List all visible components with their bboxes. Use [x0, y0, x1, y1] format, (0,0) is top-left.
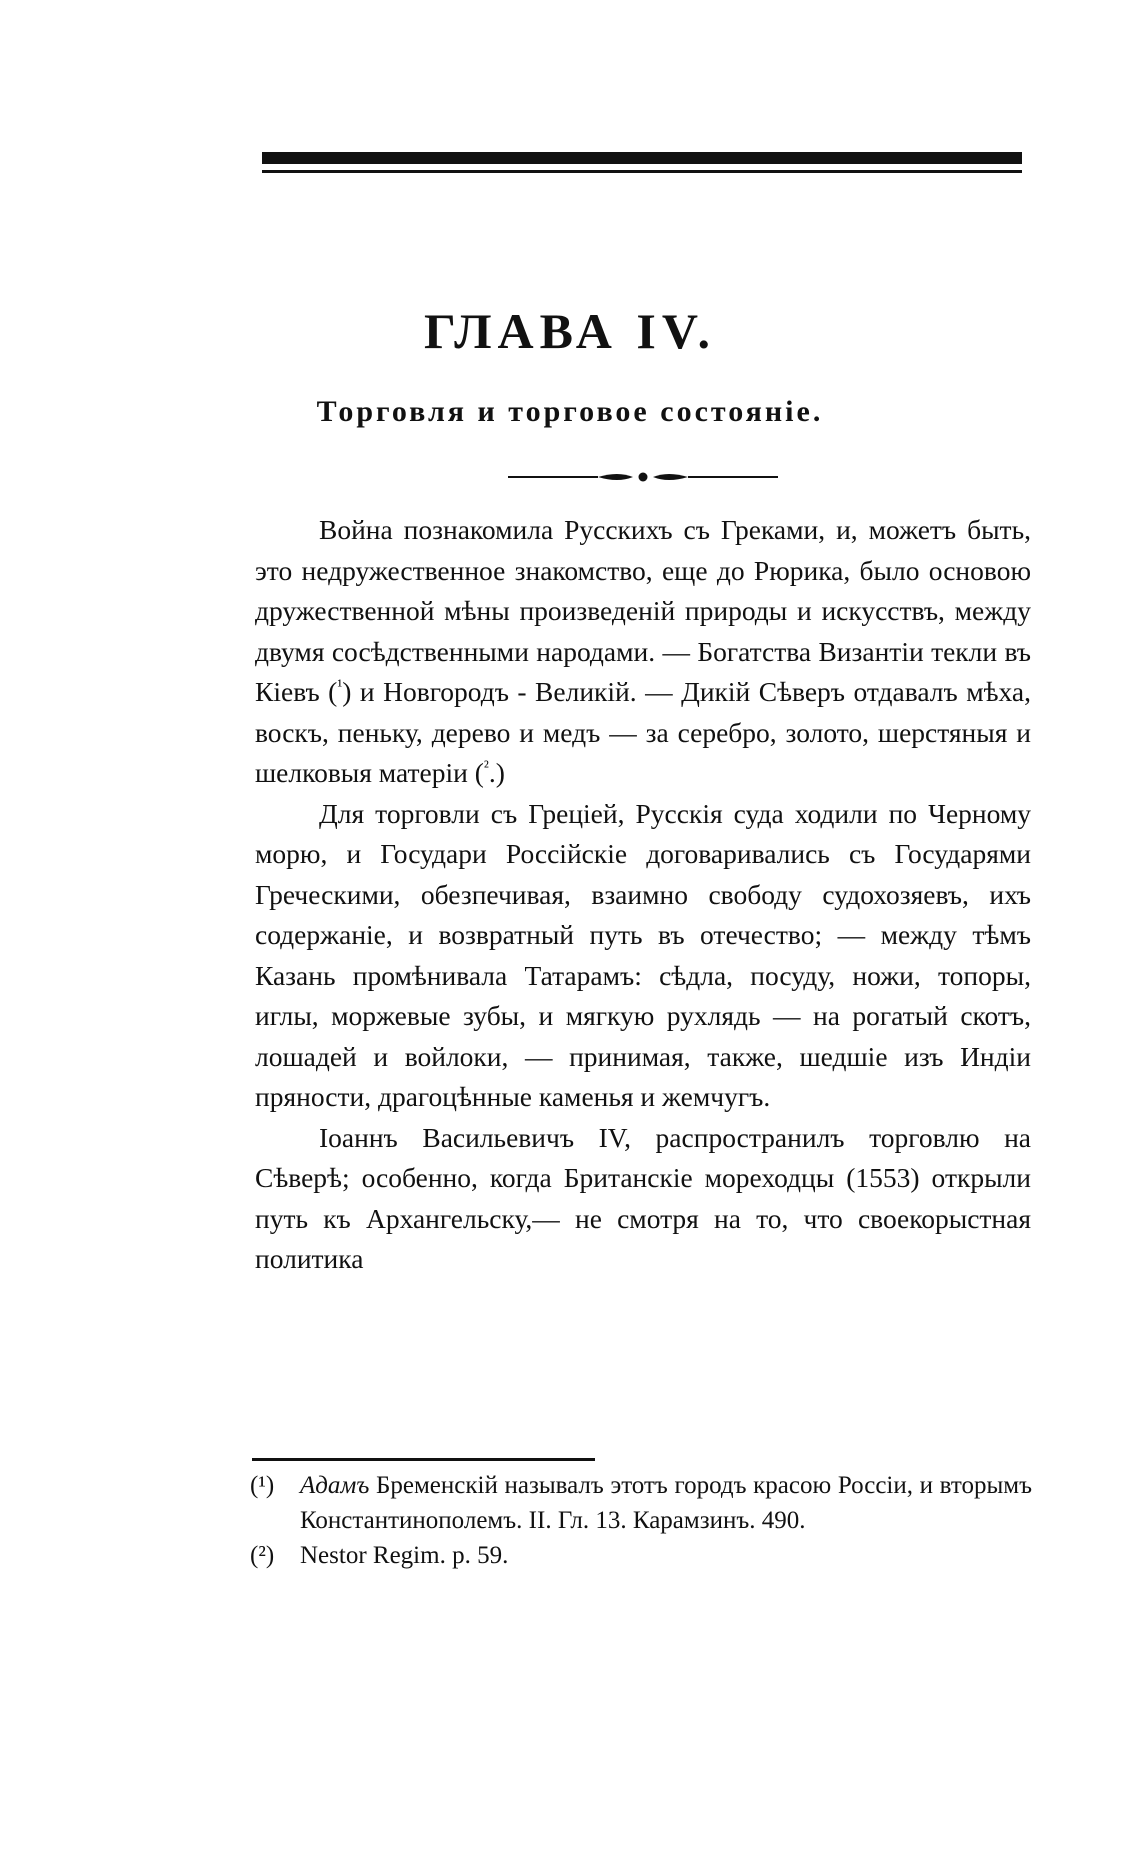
- top-thick-rule: [262, 152, 1022, 164]
- footnote-ref-2: ²: [483, 756, 489, 776]
- footnote-2: [250, 1538, 1032, 1573]
- paragraph-1-part-c: .): [488, 757, 505, 788]
- footnote-2-text: [300, 1538, 1032, 1573]
- ornament-divider: [508, 468, 778, 486]
- paragraph-1: [255, 510, 1031, 794]
- footnote-1-text: [300, 1468, 1032, 1538]
- paragraph-2: Для торговли съ Греціей, Русскія суда ходили по Черному морю, и Государи Россійскіе договаривались съ Государями Греческими, обезпечивая, взаимно свободу судохозяевъ, ихъ содержаніе, и возвратный путь въ отечество; — между тѣмъ Казань промѣнивала Татарамъ: сѣдла, посуду, ножи, топоры, иглы, моржевые зубы, и мягкую рухлядь — на рогатый скотъ, лошадей и войлоки, — принимая, также, шедшіе изъ Индіи пряности, драгоцѣнные каменья и жемчугъ.: [255, 797, 1031, 1112]
- chapter-body: [255, 510, 1031, 1280]
- footnotes: [250, 1468, 1032, 1573]
- chapter-title: ГЛАВА IV.: [423, 303, 717, 359]
- footnote-ref-1: ¹: [337, 675, 343, 695]
- footnote-1-mark: (¹): [250, 1472, 275, 1499]
- footnote-2-mark: (²): [250, 1542, 275, 1569]
- footnote-1: [250, 1468, 1032, 1538]
- paragraph-1-part-b: ) и Новгородъ - Великій. — Дикій Сѣверъ отдавалъ мѣха, воскъ, пеньку, дерево и медъ — за серебро, золото, шерстяныя и шелковыя матеріи (: [255, 676, 1031, 788]
- paragraph-3: Іоаннъ Васильевичъ IV, распространилъ торговлю на Сѣверѣ; особенно, когда Британскіе мореходцы (1553) открыли путь къ Архангельску,— не смотря на то, что своекорыстная политика: [255, 1121, 1031, 1274]
- footnote-1-author: Адамъ: [300, 1472, 370, 1499]
- chapter-subtitle: Торговля и торговое состояніе.: [316, 395, 824, 428]
- paragraph-1-part-a: Война познакомила Русскихъ съ Греками, и, можетъ быть, это недружественное знакомство, еще до Рюрика, было основою дружественной мѣны произведеній природы и искусствъ, между двумя сосѣдственными народами. — Богатства Византіи текли въ Кіевъ (: [255, 514, 1031, 707]
- footnote-2-body: Nestor Regim. p. 59.: [300, 1542, 509, 1569]
- footnote-rule: [252, 1458, 595, 1461]
- top-thin-rule: [262, 170, 1022, 173]
- footnote-1-body: Бременскій называлъ этотъ городъ красою Россіи, и вторымъ Константинополемъ. II. Гл. 13. Карамзинъ. 490.: [300, 1472, 1032, 1534]
